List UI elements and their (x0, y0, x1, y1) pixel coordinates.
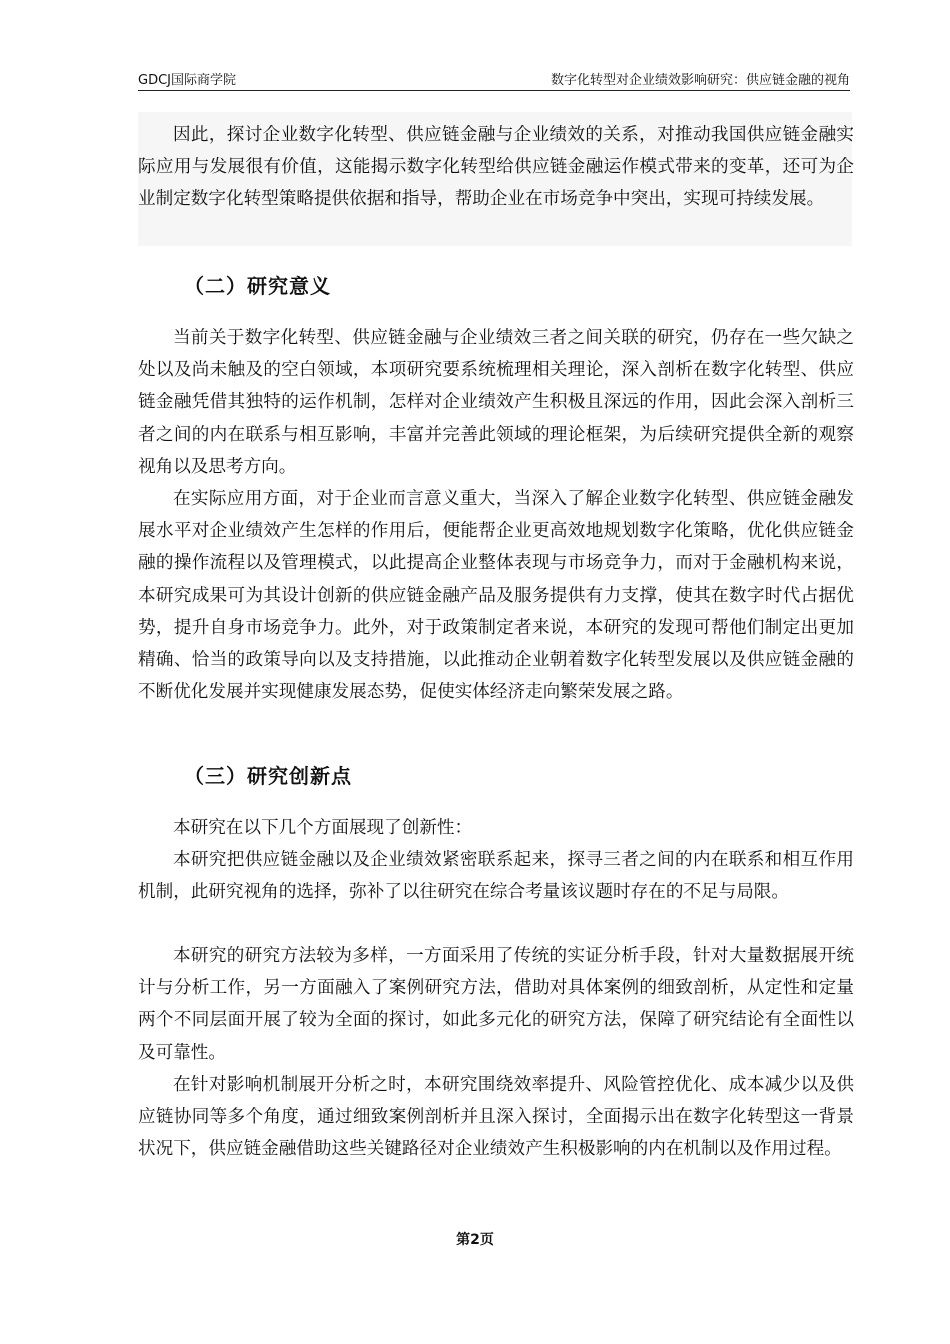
paragraph-innovation-2: 本研究的研究方法较为多样，一方面采用了传统的实证分析手段，针对大量数据展开统计与分析工作，另一方面融入了案例研究方法，借助对具体案例的细致剖析，从定性和定量两个不同层面开展了较为全面的探讨，如此多元化的研究方法，保障了研究结论有全面性以及可靠性。 (138, 946, 854, 1063)
page-number: 第2页 (456, 1232, 494, 1248)
section-heading-significance: （二）研究意义 (184, 274, 331, 298)
paragraph-intro: 因此，探讨企业数字化转型、供应链金融与企业绩效的关系，对推动我国供应链金融实际应用与发展很有价值，这能揭示数字化转型给供应链金融运作模式带来的变革，还可为企业制定数字化转型策略提供依据和指导，帮助企业在市场竞争中突出，实现可持续发展。 (138, 125, 854, 210)
header-paper-title: 数字化转型对企业绩效影响研究：供应链金融的视角 (550, 73, 850, 88)
section-heading-innovation: （三）研究创新点 (184, 764, 352, 788)
paragraph-innovation-1: 本研究把供应链金融以及企业绩效紧密联系起来，探寻三者之间的内在联系和相互作用机制，此研究视角的选择，弥补了以往研究在综合考量该议题时存在的不足与局限。 (138, 850, 854, 903)
header-institution: GDCJ国际商学院 (138, 73, 236, 88)
running-header (138, 66, 850, 91)
paragraph-innovation-3: 在针对影响机制展开分析之时，本研究围绕效率提升、风险管控优化、成本减少以及供应链协同等多个角度，通过细致案例剖析并且深入探讨，全面揭示出在数字化转型这一背景状况下，供应链金融借助这些关键路径对企业绩效产生积极影响的内在机制以及作用过程。 (138, 1075, 854, 1160)
paragraph-theory: 当前关于数字化转型、供应链金融与企业绩效三者之间关联的研究，仍存在一些欠缺之处以及尚未触及的空白领域，本项研究要系统梳理相关理论，深入剖析在数字化转型、供应链金融凭借其独特的运作机制，怎样对企业绩效产生积极且深远的作用，因此会深入剖析三者之间的内在联系与相互影响，丰富并完善此领域的理论框架，为后续研究提供全新的观察视角以及思考方向。 (138, 328, 854, 477)
paragraph-practice: 在实际应用方面，对于企业而言意义重大，当深入了解企业数字化转型、供应链金融发展水平对企业绩效产生怎样的作用后，便能帮企业更高效地规划数字化策略，优化供应链金融的操作流程以及管理模式，以此提高企业整体表现与市场竞争力，而对于金融机构来说，本研究成果可为其设计创新的供应链金融产品及服务提供有力支撑，使其在数字时代占据优势，提升自身市场竞争力。此外，对于政策制定者来说，本研究的发现可帮他们制定出更加精确、恰当的政策导向以及支持措施，以此推动企业朝着数字化转型发展以及供应链金融的不断优化发展并实现健康发展态势，促使实体经济走向繁荣发展之路。 (138, 489, 854, 703)
paragraph-innovation-intro: 本研究在以下几个方面展现了创新性： (173, 818, 473, 838)
